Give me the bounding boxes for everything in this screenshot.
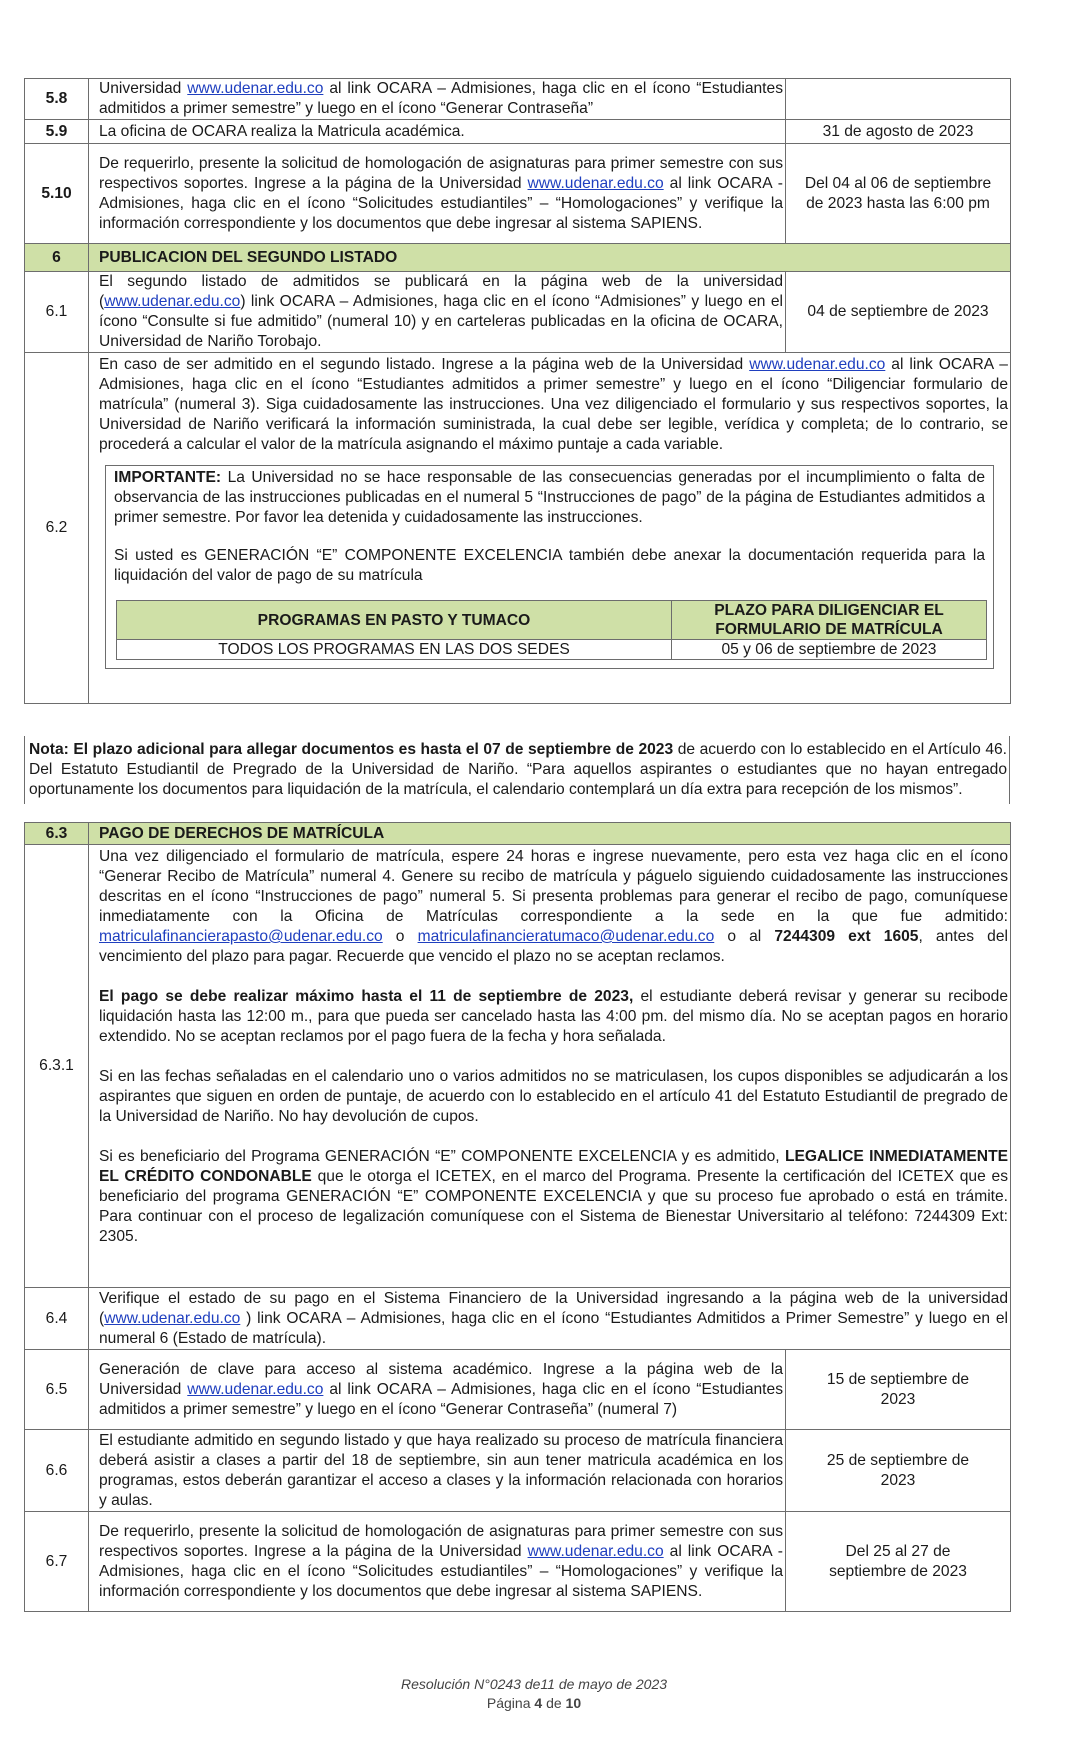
important-label: IMPORTANTE: — [114, 469, 222, 486]
section-header-6-3 — [25, 823, 1011, 845]
inner-header-deadline: PLAZO PARA DILIGENCIAR EL FORMULARIO DE MATRÍCULA — [672, 601, 987, 640]
udenar-link[interactable]: www.udenar.edu.co — [187, 1380, 324, 1398]
inner-table-header — [117, 601, 987, 640]
inner-table-row — [117, 640, 987, 660]
row-number: 6.6 — [25, 1430, 89, 1512]
row-description: De requerirlo, presente la solicitud de homologación de asignaturas para primer semestre con sus respectivos soportes. Ingrese a la página de la Universidad www.udenar.edu.co al link OCARA - Admisiones, haga clic en el ícono “Solicitudes estudiantiles” – “Homologaciones” y verifique la información correspondiente y los documentos que debe ingresar al sistema SAPIENS. — [89, 1512, 786, 1612]
row-description: La oficina de OCARA realiza la Matricula académica. — [89, 120, 786, 144]
row-description: El segundo listado de admitidos se publicará en la página web de la universidad (www.udenar.edu.co) link OCARA – Admisiones, haga clic en el ícono “Admisiones” y luego en el ícono “Consulte si fue admitido” (numeral 10) y en carteleras publicadas en la oficina de OCARA, Universidad de Nariño Torobajo. — [89, 272, 786, 353]
row-description — [89, 845, 1011, 1288]
calendar-table-bottom — [24, 822, 1011, 1612]
row-6-3-1 — [25, 845, 1011, 1288]
page-number-footer: Página 4 de 10 — [486, 1695, 582, 1711]
paragraph-cupos: Si en las fechas señaladas en el calendario uno o varios admitidos no se matriculasen, los cupos disponibles se adjudicarán a los aspirantes que siguen en orden de puntaje, de acuerdo con lo establecido en el artículo 41 del Estatuto Estudiantil de pregrado de la Universidad de Nariño. No hay devolución de cupos. — [99, 1068, 1009, 1125]
row-6-5 — [25, 1350, 1011, 1430]
row-number: 6.2 — [25, 353, 89, 704]
deadline-note: Nota: El plazo adicional para allegar documentos es hasta el 07 de septiembre de 2023 de acuerdo con lo establecido en el Artículo 46. Del Estatuto Estudiantil de Pregrado de la Universidad de Nariño. “Para aquellos aspirantes o estudiantes que no hayan entregado oportunamente los documentos para liquidación de la matrícula, el calendario contemplará un día extra para recepción de los mismos”. — [24, 736, 1010, 804]
row-5-9 — [25, 120, 1011, 144]
row-date: 31 de agosto de 2023 — [786, 120, 1011, 144]
phone-number: 7244309 ext 1605 — [774, 928, 919, 945]
row-number: 6.1 — [25, 272, 89, 353]
udenar-link[interactable]: www.udenar.edu.co — [104, 293, 241, 310]
paragraph-recibo: Una vez diligenciado el formulario de matrícula, espere 24 horas e ingrese nuevamente, pero esta vez haga clic en el ícono “Generar Recibo de Matrícula” numeral 4. Genere su recibo de matrícula y páguelo siguiendo cuidadosamente las instrucciones descritas en el ícono “Instrucciones de pago” numeral 5. Si presenta problemas para generar el recibo de pago, comuníquese inmediatamente con la Oficina de Matrículas correspondiente a la sede en la que fue admitido: matriculafinancierapasto@udenar.edu.co o matriculafinancieratumaco@udenar.edu.co o al 7244309 ext 1605, antes del vencimiento del plazo para pagar. Recuerde que vencido el plazo no se aceptan reclamos. — [99, 848, 1009, 965]
row-6-6 — [25, 1430, 1011, 1512]
section-title: PAGO DE DERECHOS DE MATRÍCULA — [89, 823, 1011, 845]
row-date: Del 25 al 27 de septiembre de 2023 — [786, 1512, 1011, 1612]
row-5-10 — [25, 144, 1011, 244]
row-number: 6.7 — [25, 1512, 89, 1612]
inner-cell-deadline: 05 y 06 de septiembre de 2023 — [672, 640, 987, 660]
paragraph-icetex: Si es beneficiario del Programa GENERACIÓN “E” COMPONENTE EXCELENCIA y es admitido, LEGALICE INMEDIATAMENTE EL CRÉDITO CONDONABLE que le otorga el ICETEX, en el marco del Programa. Presente la certificación del ICETEX que es beneficiario del programa GENERACIÓN “E” COMPONENTE EXCELENCIA y que su proceso fue aprobado o está en trámite. Para continuar con el proceso de legalización comuníquese con el Sistema de Bienestar Universitario al teléfono: 7244309 Ext: 2305. — [99, 1148, 1009, 1245]
row-date: 25 de septiembre de 2023 — [786, 1430, 1011, 1512]
row-5-8 — [25, 79, 1011, 120]
row-6-4 — [25, 1288, 1011, 1350]
udenar-link[interactable]: www.udenar.edu.co — [749, 356, 886, 373]
section-number: 6.3 — [25, 823, 89, 845]
row-date — [786, 79, 1011, 120]
row-description: El estudiante admitido en segundo listado y que haya realizado su proceso de matrícula financiera deberá asistir a clases a partir del 18 de septiembre, sin aun tener matricula académica en los programas, estos deberán garantizar el acceso a clases y la información relacionada con horarios y aulas. — [89, 1430, 786, 1512]
row-number: 5.8 — [25, 79, 89, 120]
inner-cell-programs: TODOS LOS PROGRAMAS EN LAS DOS SEDES — [117, 640, 672, 660]
udenar-link[interactable]: www.udenar.edu.co — [527, 1542, 664, 1560]
inner-header-programs: PROGRAMAS EN PASTO Y TUMACO — [117, 601, 672, 640]
resolution-footer: Resolución N°0243 de11 de mayo de 2023 — [400, 1676, 668, 1692]
section-number: 6 — [25, 244, 89, 272]
row-6-1 — [25, 272, 1011, 353]
row-description: Universidad www.udenar.edu.co al link OCARA – Admisiones, haga clic en el ícono “Estudiantes admitidos a primer semestre” y luego en el ícono “Generar Contraseña” — [89, 79, 786, 120]
row-number: 6.3.1 — [25, 845, 89, 1288]
row-description: Generación de clave para acceso al sistema académico. Ingrese a la página web de la Universidad www.udenar.edu.co al link OCARA – Admisiones, haga clic en el ícono “Estudiantes admitidos a primer semestre” y luego en el ícono “Generar Contraseña” (numeral 7) — [89, 1350, 786, 1430]
section-title: PUBLICACION DEL SEGUNDO LISTADO — [89, 244, 1011, 272]
udenar-link[interactable]: www.udenar.edu.co — [104, 1309, 241, 1327]
paragraph-pago: El pago se debe realizar máximo hasta el 11 de septiembre de 2023, el estudiante deberá revisar y generar su recibode liquidación hasta las 12:00 m., para que pueda ser cancelado hasta las 4:00 pm. del mismo día. No se aceptan pagos en horario extendido. No se aceptan reclamos por el pago fuera de la fecha y hora señalada. — [99, 988, 1009, 1045]
row-6-7 — [25, 1512, 1011, 1612]
row-date: 04 de septiembre de 2023 — [786, 272, 1011, 353]
row-number: 5.9 — [25, 120, 89, 144]
udenar-link[interactable]: www.udenar.edu.co — [187, 80, 324, 97]
section-header-6 — [25, 244, 1011, 272]
email-pasto-link[interactable]: matriculafinancierapasto@udenar.edu.co — [99, 928, 383, 945]
row-description: En caso de ser admitido en el segundo listado. Ingrese a la página web de la Universidad www.udenar.edu.co al link OCARA – Admisiones, haga clic en el ícono “Estudiantes admitidos a primer semestre” y luego en el ícono “Diligenciar formulario de matrícula” (numeral 3). Siga cuidadosamente las instrucciones. Una vez diligenciado el formulario y sus respectivos soportes, la Universidad de Nariño verificará la información suministrada, la cual debe ser legible, verídica y completa; de lo contrario, se procederá a calcular el valor de la matrícula asignando el máximo puntaje a cada variable. IMPORTANTE: La Universidad no se hace responsable de las consecuencias generadas por el incumplimiento o falta de observancia de las instrucciones publicadas en el numeral 5 “Instrucciones de pago” de la página de Estudiantes admitidos a primer semestre. Por favor lea detenida y cuidadosamente las instrucciones. Si usted es GENERACIÓN “E” COMPONENTE EXCELENCIA también debe anexar la documentación requerida para la liquidación del valor de pago de su matrícula PROGRAMAS EN PASTO Y TUMACO PLAZO PARA DILIGENCIAR EL FORMULARIO DE MATRÍCULA TODOS LOS PROGRAMAS EN LAS DOS SEDES 05 y 06 de septiembre de 2023 — [89, 353, 1011, 704]
row-number: 5.10 — [25, 144, 89, 244]
email-tumaco-link[interactable]: matriculafinancieratumaco@udenar.edu.co — [417, 928, 715, 945]
row-date: Del 04 al 06 de septiembre de 2023 hasta las 6:00 pm — [786, 144, 1011, 244]
enrollment-deadline-table — [116, 600, 987, 660]
row-number: 6.4 — [25, 1288, 89, 1350]
important-box: IMPORTANTE: La Universidad no se hace responsable de las consecuencias generadas por el incumplimiento o falta de observancia de las instrucciones publicadas en el numeral 5 “Instrucciones de pago” de la página de Estudiantes admitidos a primer semestre. Por favor lea detenida y cuidadosamente las instrucciones. Si usted es GENERACIÓN “E” COMPONENTE EXCELENCIA también debe anexar la documentación requerida para la liquidación del valor de pago de su matrícula PROGRAMAS EN PASTO Y TUMACO PLAZO PARA DILIGENCIAR EL FORMULARIO DE MATRÍCULA TODOS LOS PROGRAMAS EN LAS DOS SEDES 05 y 06 de septiembre de 2023 — [105, 465, 994, 669]
udenar-link[interactable]: www.udenar.edu.co — [527, 174, 664, 192]
row-6-2 — [25, 353, 1011, 704]
row-date: 15 de septiembre de 2023 — [786, 1350, 1011, 1430]
calendar-table-top — [24, 78, 1011, 704]
row-description: Verifique el estado de su pago en el Sistema Financiero de la Universidad ingresando a la página web de la universidad (www.udenar.edu.co ) link OCARA – Admisiones, haga clic en el ícono “Estudiantes Admitidos a Primer Semestre” y luego en el numeral 6 (Estado de matrícula). — [89, 1288, 1011, 1350]
row-number: 6.5 — [25, 1350, 89, 1430]
row-description: De requerirlo, presente la solicitud de homologación de asignaturas para primer semestre con sus respectivos soportes. Ingrese a la página de la Universidad www.udenar.edu.co al link OCARA - Admisiones, haga clic en el ícono “Solicitudes estudiantiles” – “Homologaciones” y verifique la información correspondiente y los documentos que debe ingresar al sistema SAPIENS. — [89, 144, 786, 244]
